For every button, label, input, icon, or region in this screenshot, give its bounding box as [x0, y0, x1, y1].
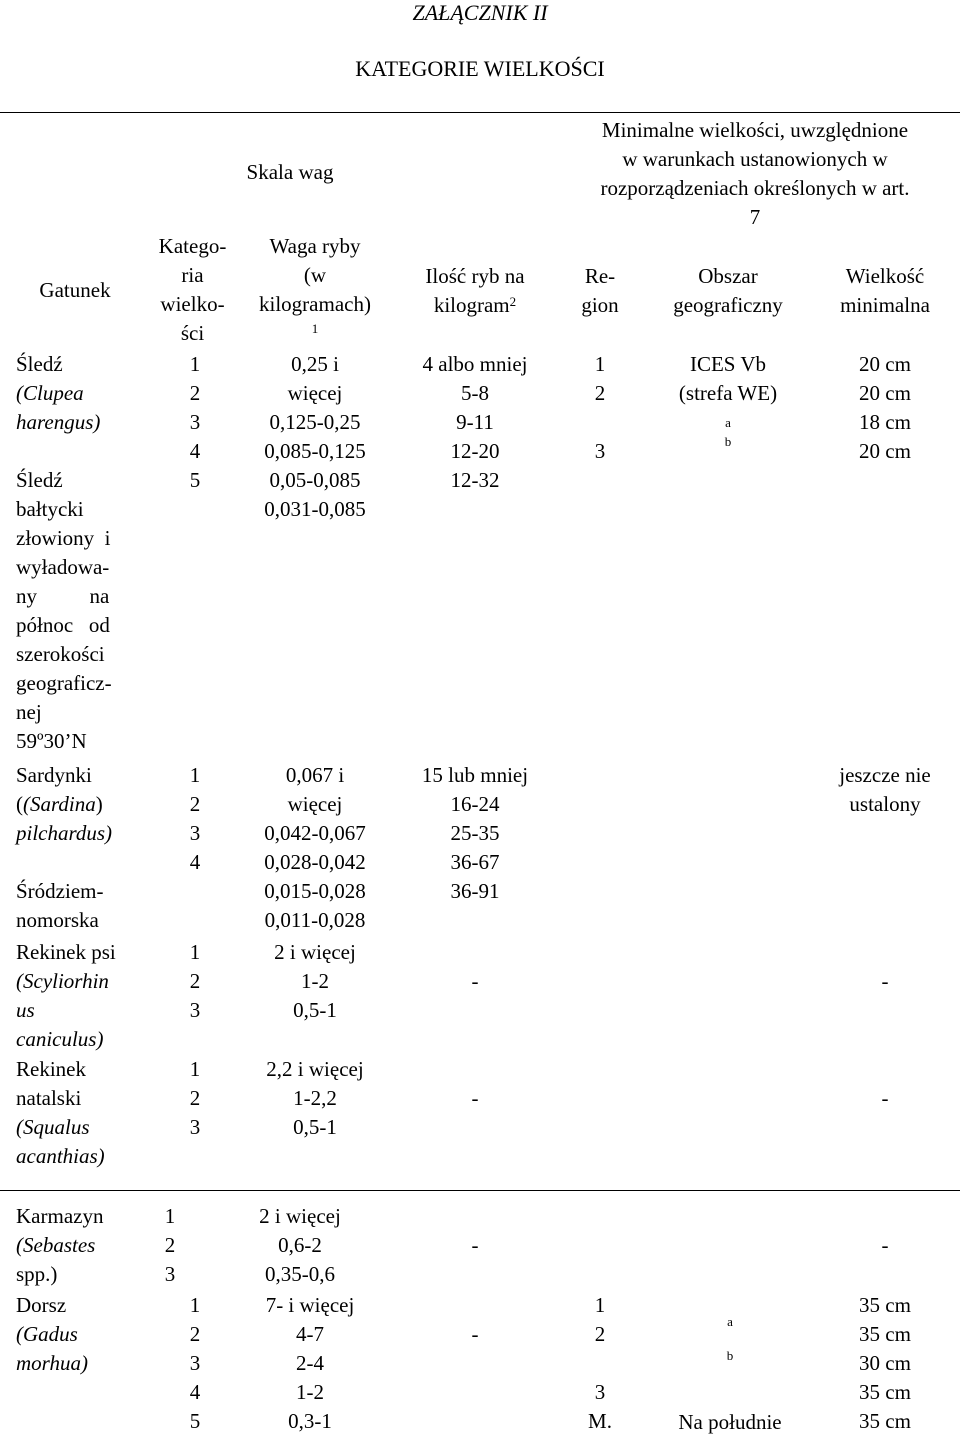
cod-categories: 1 2 3 4 5 — [189, 1293, 201, 1433]
cod-area-south: Na południe — [678, 1410, 782, 1434]
sardine-weights: 0,067 i więcej 0,042-0,067 0,028-0,042 0,015-0,028 0,011-0,028 — [264, 763, 366, 932]
table-top-rule — [0, 112, 960, 113]
dogfish-dash-size: - — [881, 969, 889, 993]
dogfish-dash-count: - — [471, 969, 479, 993]
header-scale: Skala wag — [246, 160, 334, 184]
redfish-categories: 1 2 3 — [164, 1204, 176, 1286]
cod-weights: 7- i więcej 4-7 2-4 1-2 0,3-1 — [265, 1293, 355, 1433]
herring-categories: 1 2 3 4 5 — [189, 352, 201, 492]
spurdog-species: Rekinek natalski (Squalus acanthias) — [16, 1057, 105, 1168]
herring-regions: 1 2 3 — [594, 352, 606, 463]
table-mid-rule — [0, 1190, 960, 1191]
dogfish-weights: 2 i więcej 1-2 0,5-1 — [274, 940, 356, 1022]
cod-regions: 1 2 3 M. — [588, 1293, 612, 1433]
document-title: KATEGORIE WIELKOŚCI — [355, 56, 605, 81]
redfish-dash-count: - — [471, 1233, 479, 1257]
sardine-sizes: jeszcze nie ustalony — [839, 763, 931, 816]
spurdog-categories: 1 2 3 — [189, 1057, 201, 1139]
herring-sizes: 20 cm 20 cm 18 cm 20 cm — [859, 352, 911, 463]
sardine-categories: 1 2 3 4 — [189, 763, 201, 874]
header-count: Ilość ryb na kilogram$^2$ — [425, 264, 525, 317]
cod-sizes: 35 cm 35 cm 30 cm 35 cm 35 cm — [859, 1293, 911, 1433]
dogfish-species: Rekinek psi (Scyliorhin us caniculus) — [16, 940, 116, 1051]
header-species: Gatunek — [39, 278, 111, 302]
cod-species: Dorsz (Gadus morhua) — [16, 1293, 88, 1375]
header-minimal: Minimalne wielkości, uwzględnione w warunkach ustanowionych w rozporządzeniach określonych w art. 7 — [600, 118, 910, 229]
spurdog-dash-count: - — [471, 1086, 479, 1110]
annex-title: ZAŁĄCZNIK II — [412, 0, 548, 25]
cod-area-note-a: a — [727, 1314, 733, 1329]
spurdog-dash-size: - — [881, 1086, 889, 1110]
header-size: Wielkość minimalna — [840, 264, 930, 317]
footnote-2: 2 — [509, 294, 517, 309]
cod-area-note-b: b — [726, 1348, 734, 1363]
redfish-species: Karmazyn (Sebastes spp.) — [16, 1204, 104, 1286]
header-weight: Waga ryby (w kilogramach) 1 — [259, 234, 371, 336]
herring-area-note-b: b — [724, 434, 732, 449]
redfish-dash-size: - — [881, 1233, 889, 1257]
header-area: Obszar geograficzny — [673, 264, 783, 317]
dogfish-categories: 1 2 3 — [189, 940, 201, 1022]
cod-dash: - — [471, 1322, 479, 1346]
sardine-counts: 15 lub mniej 16-24 25-35 36-67 36-91 — [421, 763, 529, 903]
herring-area: ICES Vb (strefa WE) a — [678, 352, 778, 430]
herring-weights: 0,25 i więcej 0,125-0,25 0,085-0,125 0,05-0,085 0,031-0,085 — [264, 352, 366, 521]
header-region: Re- gion — [581, 264, 619, 317]
spurdog-weights: 2,2 i więcej 1-2,2 0,5-1 — [266, 1057, 364, 1139]
header-category: Katego- ria wielko- ści — [158, 234, 227, 345]
redfish-weights: 2 i więcej 0,6-2 0,35-0,6 — [259, 1204, 341, 1286]
herring-species: Śledź (Clupea harengus) Śledź bałtycki złowiony i wyładowa- ny na północ od szerokości geograficz- nej 59º30’N — [16, 352, 112, 753]
sardine-species: Sardynki ((Sardina) pilchardus) Śródziem- nomorska — [16, 763, 113, 932]
herring-counts: 4 albo mniej 5-8 9-11 12-20 12-32 — [422, 352, 528, 492]
